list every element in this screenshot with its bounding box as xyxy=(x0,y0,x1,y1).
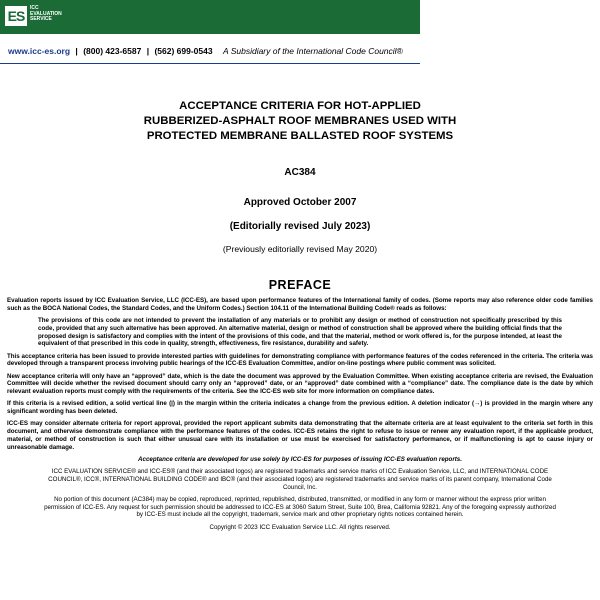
previous-revision: (Previously editorially revised May 2020) xyxy=(222,244,378,254)
logo-line-1: ICC xyxy=(30,5,39,11)
document-code: AC384 xyxy=(284,167,316,178)
title-line-3: PROTECTED MEMBRANE BALLASTED ROOF SYSTEMS xyxy=(146,130,454,142)
code-quote: The provisions of this code are not intended to prevent the installation of any materials or to prohibit any design or method of construction not specifically prescribed by this code, provided that any such alternative has been approved. An alternative material, design or method of construction shall be approved where the building official finds that the proposed design is satisfactory and complies with the intent of the provisions of this code, and that the material, method or work offered is, for the purpose intended, at least the equivalent of that prescribed in this code in quality, strength, effectiveness, fire resistance, durability and safety. xyxy=(38,316,562,348)
separator: | xyxy=(75,46,78,56)
logo-line-2: EVALUATION xyxy=(30,10,62,17)
subsidiary-text: A Subsidiary of the International Code Council® xyxy=(222,46,403,56)
preface-paragraph-3: This acceptance criteria has been issued to provide interested parties with guidelines for demonstrating compliance with performance features of the codes referenced in the criteria. The criteria was developed through a transparent process involving public hearings of the ICC-ES Evaluation Committee, and/or on-line postings where public comment was solicited. xyxy=(7,352,593,368)
document-title xyxy=(0,99,600,144)
preface-paragraph-6: ICC-ES may consider alternate criteria for report approval, provided the report applicant submits data demonstrating that the alternate criteria are at least equivalent to the criteria set forth in this document, and otherwise demonstrate compliance with the performance features of the codes. ICC-ES retains the right to refuse to issue or renew any evaluation report, if the applicable product, material, or method of construction is such that either unusual care with its installation or use must be exercised for satisfactory performance, or if malfunctioning is apt to cause injury or unreasonable damage. xyxy=(7,420,593,451)
trademark-notice: ICC EVALUATION SERVICE® and ICC-ES® (and their associated logos) are registered trademarks and service marks of ICC Evaluation Service, LLC, and INTERNATIONAL CODE COUNCIL®, ICC®, INTERNATIONAL BUILDING CODE® and IBC® (and their associated logos) are registered trademarks and service marks of its parent company, International Code Council, Inc. xyxy=(48,468,552,491)
preface-heading: PREFACE xyxy=(268,278,332,292)
header-banner xyxy=(0,0,420,34)
preface-paragraph-4: New acceptance criteria will only have an “approved” date, which is the date the document was approved by the Evaluation Committee. When existing acceptance criteria are revised, the Evaluation Committee will decide whether the revised document should carry only an “approved” date, or an “approved” date combined with a “compliance” date. The compliance date is the date by which relevant evaluation reports must comply with the requirements of the criteria. See the ICC-ES web site for more information on compliance dates. xyxy=(7,372,593,396)
approved-date: Approved October 2007 xyxy=(243,197,357,208)
website-link[interactable]: www.icc-es.org xyxy=(8,46,71,56)
title-line-1: ACCEPTANCE CRITERIA FOR HOT-APPLIED xyxy=(179,100,421,112)
editorial-revision: (Editorially revised July 2023) xyxy=(229,221,371,232)
separator: | xyxy=(146,46,150,56)
phone-number-1: (800) 423-6587 xyxy=(83,46,142,56)
logo-mark: ES xyxy=(5,6,27,26)
icc-es-logo[interactable] xyxy=(5,6,62,26)
copy-permission-notice: No portion of this document (AC384) may be copied, reproduced, reprinted, republished, distributed, transmitted, or modified in any form or manner without the express prior written permission of ICC-ES. Any request for such permission should be addressed to ICC-ES at 3060 Saturn Street, Suite 100, Brea, California 92821. Any of the foregoing expressly authorized by ICC-ES must include all the copyright, trademark, service mark and other proprietary rights notices contained herein. xyxy=(44,495,556,519)
preface-paragraph-1: Evaluation reports issued by ICC Evaluation Service, LLC (ICC-ES), are based upon performance features of the International family of codes. (Some reports may also reference older code families such as the BOCA National Codes, the Standard Codes, and the Uniform Codes.) Section 104.11 of the International Building Code® reads as follows: xyxy=(7,297,593,312)
phone-number-2: (562) 699-0543 xyxy=(154,46,213,56)
copyright-line: Copyright © 2023 ICC Evaluation Service LLC. All rights reserved. xyxy=(209,523,391,531)
logo-line-3: SERVICE xyxy=(30,16,52,23)
logo-words xyxy=(30,6,62,23)
use-statement: Acceptance criteria are developed for use solely by ICC-ES for purposes of issuing ICC-ES evaluation reports. xyxy=(138,455,462,463)
header-rule xyxy=(0,63,420,64)
contact-bar xyxy=(8,46,403,56)
title-line-2: RUBBERIZED-ASPHALT ROOF MEMBRANES USED WITH xyxy=(143,115,457,127)
preface-body xyxy=(0,297,600,536)
preface-paragraph-5: If this criteria is a revised edition, a solid vertical line (|) in the margin within the criteria indicates a change from the previous edition. A deletion indicator (→) is provided in the margin where any significant wording has been deleted. xyxy=(7,400,593,416)
